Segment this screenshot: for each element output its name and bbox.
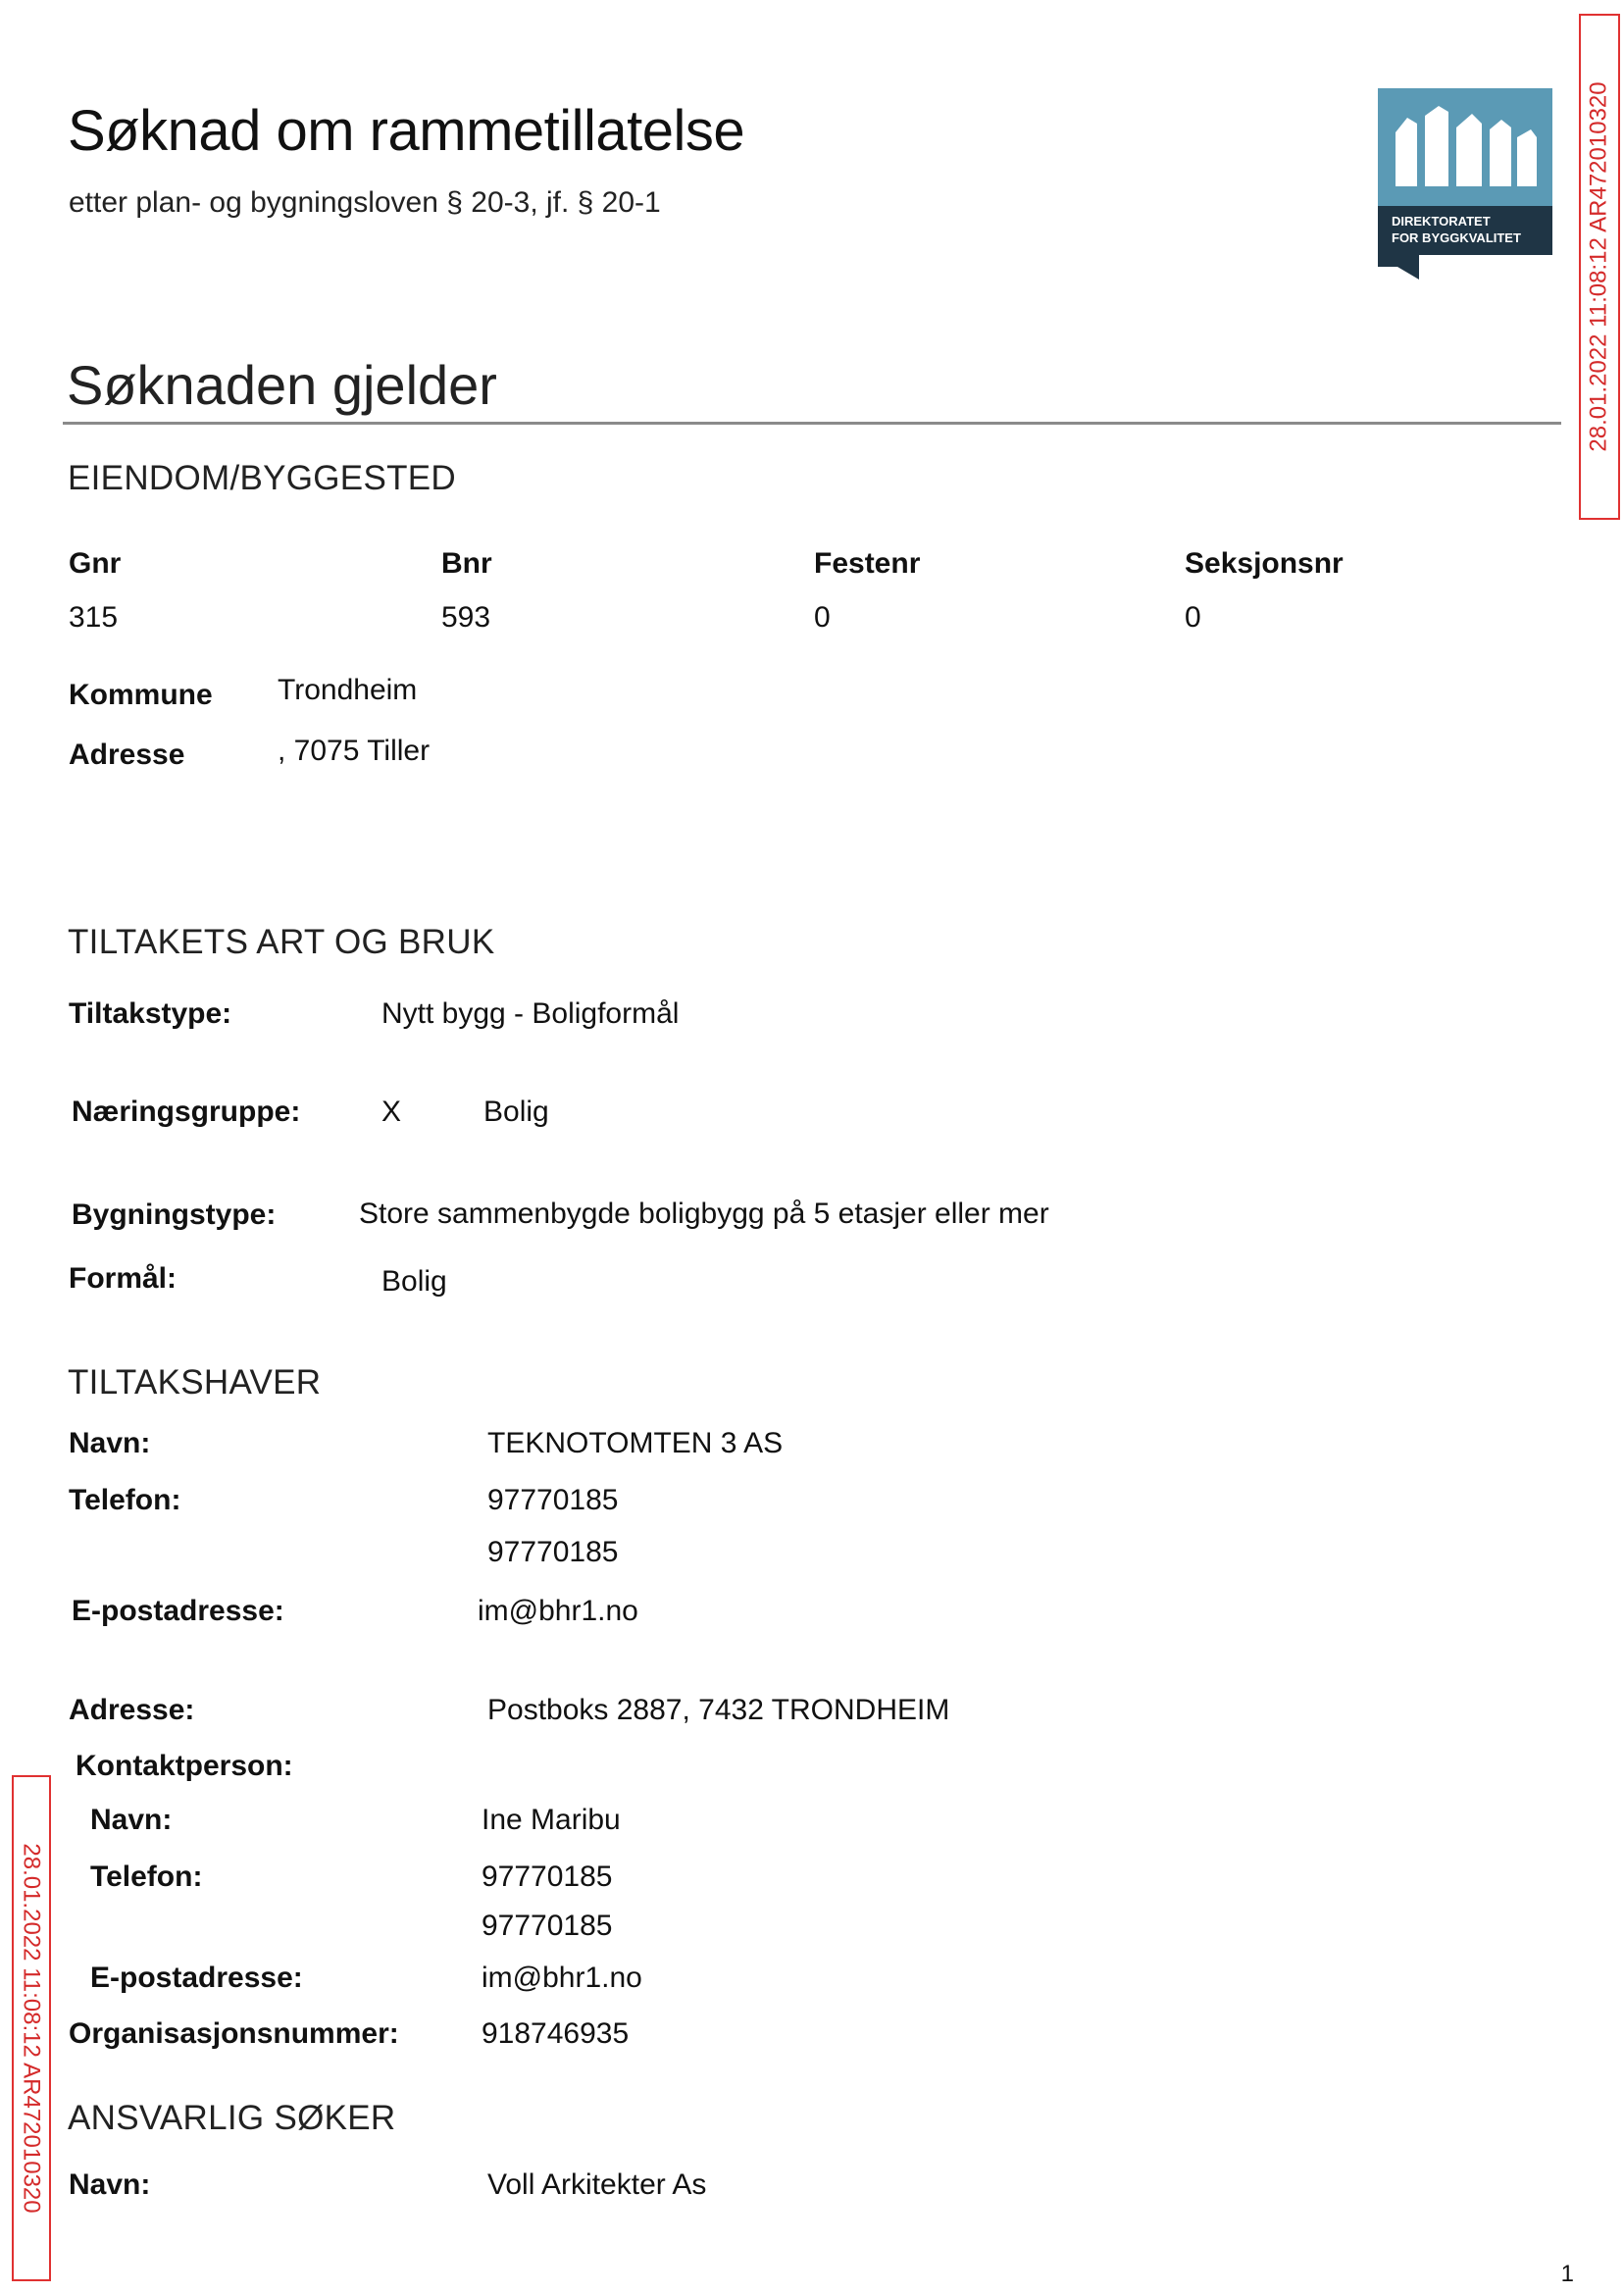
stamp-text: 28.01.2022 11:08:12 AR472010320	[1586, 81, 1612, 452]
logo-text-2: FOR BYGGKVALITET	[1392, 230, 1521, 245]
formaal-value: Bolig	[381, 1265, 447, 1298]
owner-navn-value: TEKNOTOMTEN 3 AS	[487, 1427, 784, 1459]
owner-navn-label: Navn:	[69, 1427, 151, 1459]
owner-epost-label: E-postadresse:	[72, 1595, 284, 1627]
document-title: Søknad om rammetillatelse	[68, 99, 745, 163]
seksjonsnr-value: 0	[1185, 601, 1201, 634]
document-subtitle: etter plan- og bygningsloven § 20-3, jf. § 20-1	[69, 186, 661, 219]
bygningstype-value: Store sammenbygde boligbygg på 5 etasjer eller mer	[359, 1198, 1049, 1230]
tiltakstype-value: Nytt bygg - Boligformål	[381, 997, 680, 1030]
section-property: EIENDOM/BYGGESTED	[68, 459, 456, 497]
tiltakstype-label: Tiltakstype:	[69, 997, 232, 1030]
section-measure: TILTAKETS ART OG BRUK	[68, 923, 495, 961]
bnr-value: 593	[441, 601, 491, 634]
heading-divider	[63, 422, 1561, 425]
orgnr-label: Organisasjonsnummer:	[69, 2017, 399, 2050]
kp-telefon-1: 97770185	[482, 1861, 613, 1893]
stamp-text: 28.01.2022 11:08:12 AR472010320	[19, 1843, 45, 2214]
owner-telefon-2: 97770185	[487, 1536, 619, 1568]
kp-navn-value: Ine Maribu	[482, 1804, 621, 1836]
kommune-value: Trondheim	[278, 674, 418, 706]
owner-telefon-1: 97770185	[487, 1484, 619, 1516]
section-owner: TILTAKSHAVER	[68, 1363, 322, 1402]
seksjonsnr-label: Seksjonsnr	[1185, 547, 1344, 580]
owner-adresse-label: Adresse:	[69, 1694, 195, 1726]
kp-epost-value: im@bhr1.no	[482, 1962, 642, 1994]
applicant-navn-value: Voll Arkitekter As	[487, 2168, 707, 2201]
kontaktperson-label: Kontaktperson:	[76, 1750, 293, 1782]
formaal-label: Formål:	[69, 1262, 178, 1295]
orgnr-value: 918746935	[482, 2017, 630, 2050]
gnr-value: 315	[69, 601, 119, 634]
festenr-value: 0	[814, 601, 831, 634]
gnr-label: Gnr	[69, 547, 122, 580]
kp-telefon-label: Telefon:	[90, 1861, 203, 1893]
bygningstype-label: Bygningstype:	[72, 1198, 277, 1231]
section-applicant: ANSVARLIG SØKER	[68, 2099, 396, 2137]
owner-epost-value: im@bhr1.no	[478, 1595, 638, 1627]
festenr-label: Festenr	[814, 547, 921, 580]
main-heading: Søknaden gjelder	[67, 354, 497, 416]
dibk-logo	[1378, 88, 1552, 280]
logo-text-1: DIREKTORATET	[1392, 214, 1491, 229]
kommune-label: Kommune	[69, 679, 213, 711]
naeringsgruppe-value: Bolig	[483, 1096, 549, 1128]
adresse-label: Adresse	[69, 739, 185, 771]
owner-adresse-value: Postboks 2887, 7432 TRONDHEIM	[487, 1694, 950, 1726]
date-stamp-top	[1579, 14, 1620, 520]
kp-telefon-2: 97770185	[482, 1910, 613, 1942]
date-stamp-left	[12, 1775, 51, 2281]
page-number: 1	[1560, 2261, 1574, 2287]
naeringsgruppe-code: X	[381, 1096, 402, 1128]
bnr-label: Bnr	[441, 547, 492, 580]
kp-navn-label: Navn:	[90, 1804, 173, 1836]
kp-epost-label: E-postadresse:	[90, 1962, 303, 1994]
applicant-navn-label: Navn:	[69, 2168, 151, 2201]
naeringsgruppe-label: Næringsgruppe:	[72, 1096, 301, 1128]
adresse-value: , 7075 Tiller	[278, 735, 431, 767]
owner-telefon-label: Telefon:	[69, 1484, 181, 1516]
